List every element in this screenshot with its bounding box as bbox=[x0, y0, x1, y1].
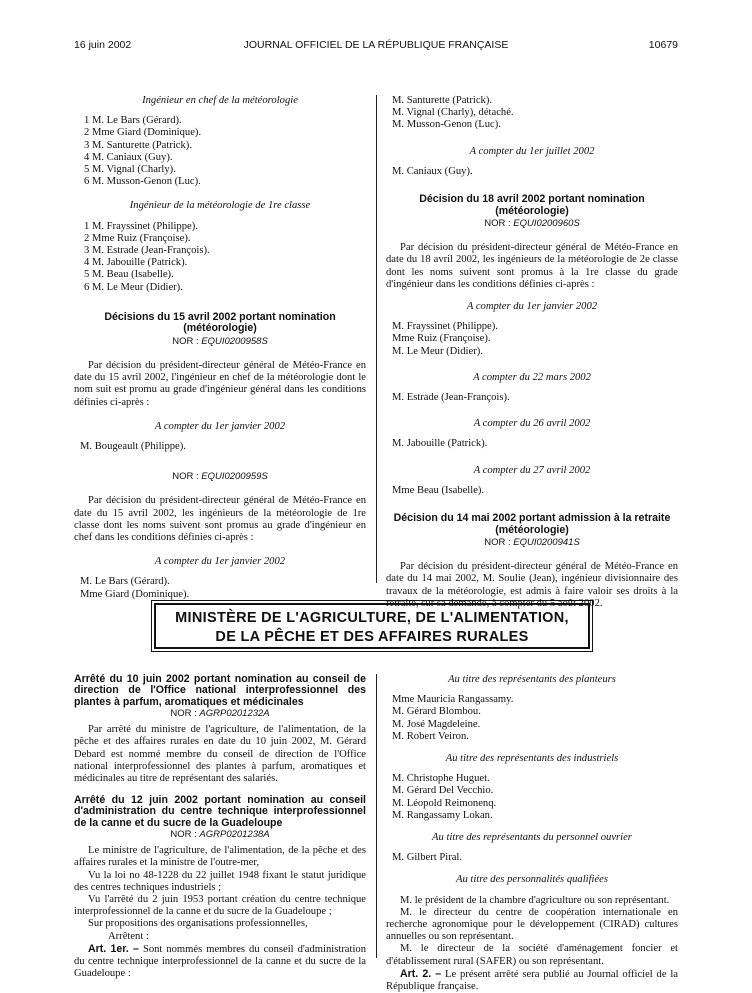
column-4 bbox=[386, 674, 678, 993]
column-1 bbox=[74, 95, 366, 601]
list-item: Mme Beau (Isabelle). bbox=[392, 484, 485, 496]
name-list bbox=[386, 438, 678, 450]
decision-title: Décision du 14 mai 2002 portant admission à la retraite (météorologie) bbox=[393, 512, 671, 536]
list-item: 4 M. Jabouille (Patrick). bbox=[84, 257, 188, 269]
section-subtitle: Au titre des représentants du personnel ouvrier bbox=[432, 832, 632, 844]
nor-reference: NOR : EQUI0200941S bbox=[484, 537, 580, 549]
decision-text: Par décision du président-directeur général de Météo-France en date du 15 avril 2002, les ingénieurs de la météorologie de 1re classe dont les noms suivent sont promus au grade d'ingénieur en chef dans les conditions définies ci-après : bbox=[74, 495, 366, 544]
column-divider-bottom bbox=[376, 674, 377, 958]
name-list bbox=[386, 694, 678, 743]
article-1: Art. 1er. – Sont nommés membres du conseil d'administration du centre technique interprofessionnel de la canne et du sucre de la Guadeloupe : bbox=[74, 942, 366, 980]
list-item: 2 Mme Ruiz (Françoise). bbox=[84, 232, 191, 244]
decision-text: Par décision du président-directeur général de Météo-France en date du 18 avril 2002, les ingénieurs de la météorologie de 2e classe dont les noms suivent sont promus à la 1re classe du grade d'ingénieur dans les conditions définies ci-après : bbox=[386, 242, 678, 290]
ministry-heading-line: DE LA PÊCHE ET DES AFFAIRES RURALES bbox=[215, 629, 529, 645]
member-text: M. le directeur de la société d'aménagement foncier et d'établissement rural (SAFER) ou son représentant. bbox=[386, 943, 678, 967]
ministry-heading-line: MINISTÈRE DE L'AGRICULTURE, DE L'ALIMENTATION, bbox=[175, 610, 569, 626]
list-item: M. Robert Veiron. bbox=[392, 730, 469, 742]
name-list bbox=[74, 576, 366, 600]
list-item: M. José Magdeleine. bbox=[392, 718, 481, 730]
decree-text: Sur propositions des organisations professionnelles, bbox=[88, 918, 308, 930]
list-item: M. Gérard Del Vecchio. bbox=[392, 785, 494, 797]
section-subtitle: Ingénieur de la météorologie de 1re classe bbox=[129, 200, 311, 212]
section-subtitle: Au titre des représentants des planteurs bbox=[448, 674, 616, 685]
list-item: M. Le Meur (Didier). bbox=[392, 345, 483, 357]
list-item: 1 M. Le Bars (Gérard). bbox=[84, 115, 182, 127]
decision-title: Décision du 18 avril 2002 portant nomination (météorologie) bbox=[419, 193, 645, 217]
effective-date: A compter du 1er janvier 2002 bbox=[466, 301, 598, 313]
column-2 bbox=[386, 95, 678, 620]
list-item: M. Rangassamy Lokan. bbox=[392, 809, 493, 821]
list-item: 3 M. Estrade (Jean-François). bbox=[84, 245, 210, 257]
decision-text: Par décision du président-directeur général de Météo-France en date du 15 avril 2002, l'ingénieur en chef de la météorologie dont le nom suit est promu au grade d'ingénieur général dans les conditions définies ci-après : bbox=[74, 360, 366, 408]
list-item: 6 M. Musson-Genon (Luc). bbox=[84, 176, 201, 188]
list-item: 4 M. Caniaux (Guy). bbox=[84, 151, 173, 163]
header-date: 16 juin 2002 bbox=[74, 39, 132, 51]
name-list bbox=[74, 441, 366, 453]
decree-text: Par arrêté du ministre de l'agriculture, de l'alimentation, de la pêche et des affaires rurales en date du 10 juin 2002, M. Gérard Debard est nommé membre du conseil de direction de l'Office national interprofessionnel des plantes à parfum, aromatiques et médicinales au titre de représentant des salariés. bbox=[74, 724, 366, 784]
list-item: M. Gilbert Piral. bbox=[392, 852, 463, 864]
list-item: Mme Mauricia Rangassamy. bbox=[392, 694, 514, 706]
effective-date: A compter du 1er janvier 2002 bbox=[154, 420, 286, 432]
nor-reference: NOR : EQUI0200960S bbox=[484, 218, 580, 230]
name-list bbox=[386, 166, 678, 178]
section-subtitle: Au titre des personnalités qualifiées bbox=[455, 874, 609, 886]
list-item: M. Frayssinet (Philippe). bbox=[392, 321, 498, 333]
list-item: M. Santurette (Patrick). bbox=[392, 95, 493, 106]
section-subtitle: Ingénieur en chef de la météorologie bbox=[142, 95, 298, 106]
list-item: 5 M. Vignal (Charly). bbox=[84, 164, 176, 176]
section-subtitle: Au titre des représentants des industriels bbox=[445, 753, 619, 765]
list-item: M. Caniaux (Guy). bbox=[392, 165, 473, 177]
list-item: M. Vignal (Charly), détaché. bbox=[392, 107, 514, 119]
column-divider-top bbox=[376, 95, 377, 583]
nor-reference: NOR : AGRP0201238A bbox=[170, 829, 270, 840]
list-item: M. Christophe Huguet. bbox=[392, 773, 490, 785]
page-header bbox=[74, 39, 678, 53]
name-list bbox=[386, 321, 678, 358]
list-item: 1 M. Frayssinet (Philippe). bbox=[84, 220, 198, 232]
decree-text: Le ministre de l'agriculture, de l'alimentation, de la pêche et des affaires rurales et la ministre de l'outre-mer, bbox=[74, 845, 366, 869]
list-item: M. Le Bars (Gérard). bbox=[80, 576, 170, 588]
name-list bbox=[74, 115, 366, 188]
decision-text: Par décision du président-directeur général de Météo-France en date du 14 mai 2002, M. Soulie (Jean), ingénieur divisionnaire des travaux de la météorologie, est admis à faire valoir ses droits à la retraite, sur sa demande, à compter du 5 août 2002. bbox=[386, 561, 678, 609]
effective-date: A compter du 1er janvier 2002 bbox=[154, 556, 286, 568]
header-journal-title: JOURNAL OFFICIEL DE LA RÉPUBLIQUE FRANÇAISE bbox=[243, 39, 509, 51]
list-item: 3 M. Santurette (Patrick). bbox=[84, 139, 192, 151]
list-item: 2 Mme Giard (Dominique). bbox=[84, 127, 202, 139]
decree-text: Arrêtent : bbox=[108, 930, 149, 942]
list-item: M. Léopold Reimonenq. bbox=[392, 797, 497, 809]
name-list bbox=[386, 392, 678, 404]
nor-reference: NOR : AGRP0201232A bbox=[170, 707, 270, 719]
effective-date: A compter du 22 mars 2002 bbox=[473, 371, 591, 383]
name-list bbox=[386, 852, 678, 864]
list-item: M. Estrade (Jean-François). bbox=[392, 392, 510, 404]
list-item: Mme Ruiz (Françoise). bbox=[392, 333, 491, 345]
list-item: M. Gérard Blombou. bbox=[392, 706, 481, 718]
article-2: Art. 2. – Le présent arrêté sera publié au Journal officiel de la République française. bbox=[386, 967, 679, 993]
effective-date: A compter du 27 avril 2002 bbox=[473, 464, 591, 476]
member-text: M. le directeur du centre de coopération internationale en recherche agronomique pour le développement (CIRAD) cultures annuelles ou son représentant. bbox=[386, 906, 678, 943]
header-page-number: 10679 bbox=[648, 39, 678, 51]
list-item: 6 M. Le Meur (Didier). bbox=[84, 281, 183, 293]
name-list bbox=[386, 485, 678, 497]
decision-title: Décisions du 15 avril 2002 portant nomination (météorologie) bbox=[104, 310, 336, 335]
list-item: Mme Giard (Dominique). bbox=[80, 588, 190, 600]
decree-title: Arrêté du 12 juin 2002 portant nomination au conseil d'administration du centre technique interprofessionnel de la canne et du sucre de la Guadeloupe bbox=[74, 794, 366, 829]
decree-title: Arrêté du 10 juin 2002 portant nomination au conseil de direction de l'Office national interprofessionnel des plantes à parfum, aromatiques et médicinales bbox=[74, 673, 366, 708]
column-3 bbox=[74, 674, 366, 980]
member-text: M. le président de la chambre d'agriculture ou son représentant. bbox=[400, 894, 670, 906]
list-item: M. Bougeault (Philippe). bbox=[80, 441, 186, 453]
name-list bbox=[386, 773, 678, 822]
decree-text: Vu la loi no 48-1228 du 22 juillet 1948 fixant le statut juridique des centres techniques industriels ; bbox=[74, 869, 366, 893]
name-list bbox=[386, 95, 678, 132]
list-item: 5 M. Beau (Isabelle). bbox=[84, 269, 174, 281]
list-item: M. Musson-Genon (Luc). bbox=[392, 119, 501, 131]
nor-reference: NOR : EQUI0200959S bbox=[172, 471, 268, 483]
name-list bbox=[74, 221, 366, 294]
nor-reference: NOR : EQUI0200958S bbox=[172, 335, 268, 347]
ministry-heading bbox=[154, 603, 590, 649]
effective-date: A compter du 1er juillet 2002 bbox=[469, 145, 595, 157]
effective-date: A compter du 26 avril 2002 bbox=[473, 418, 591, 430]
list-item: M. Jabouille (Patrick). bbox=[392, 438, 488, 450]
decree-text: Vu l'arrêté du 2 juin 1953 portant création du centre technique interprofessionnel de la canne et du sucre de la Guadeloupe ; bbox=[74, 894, 366, 918]
